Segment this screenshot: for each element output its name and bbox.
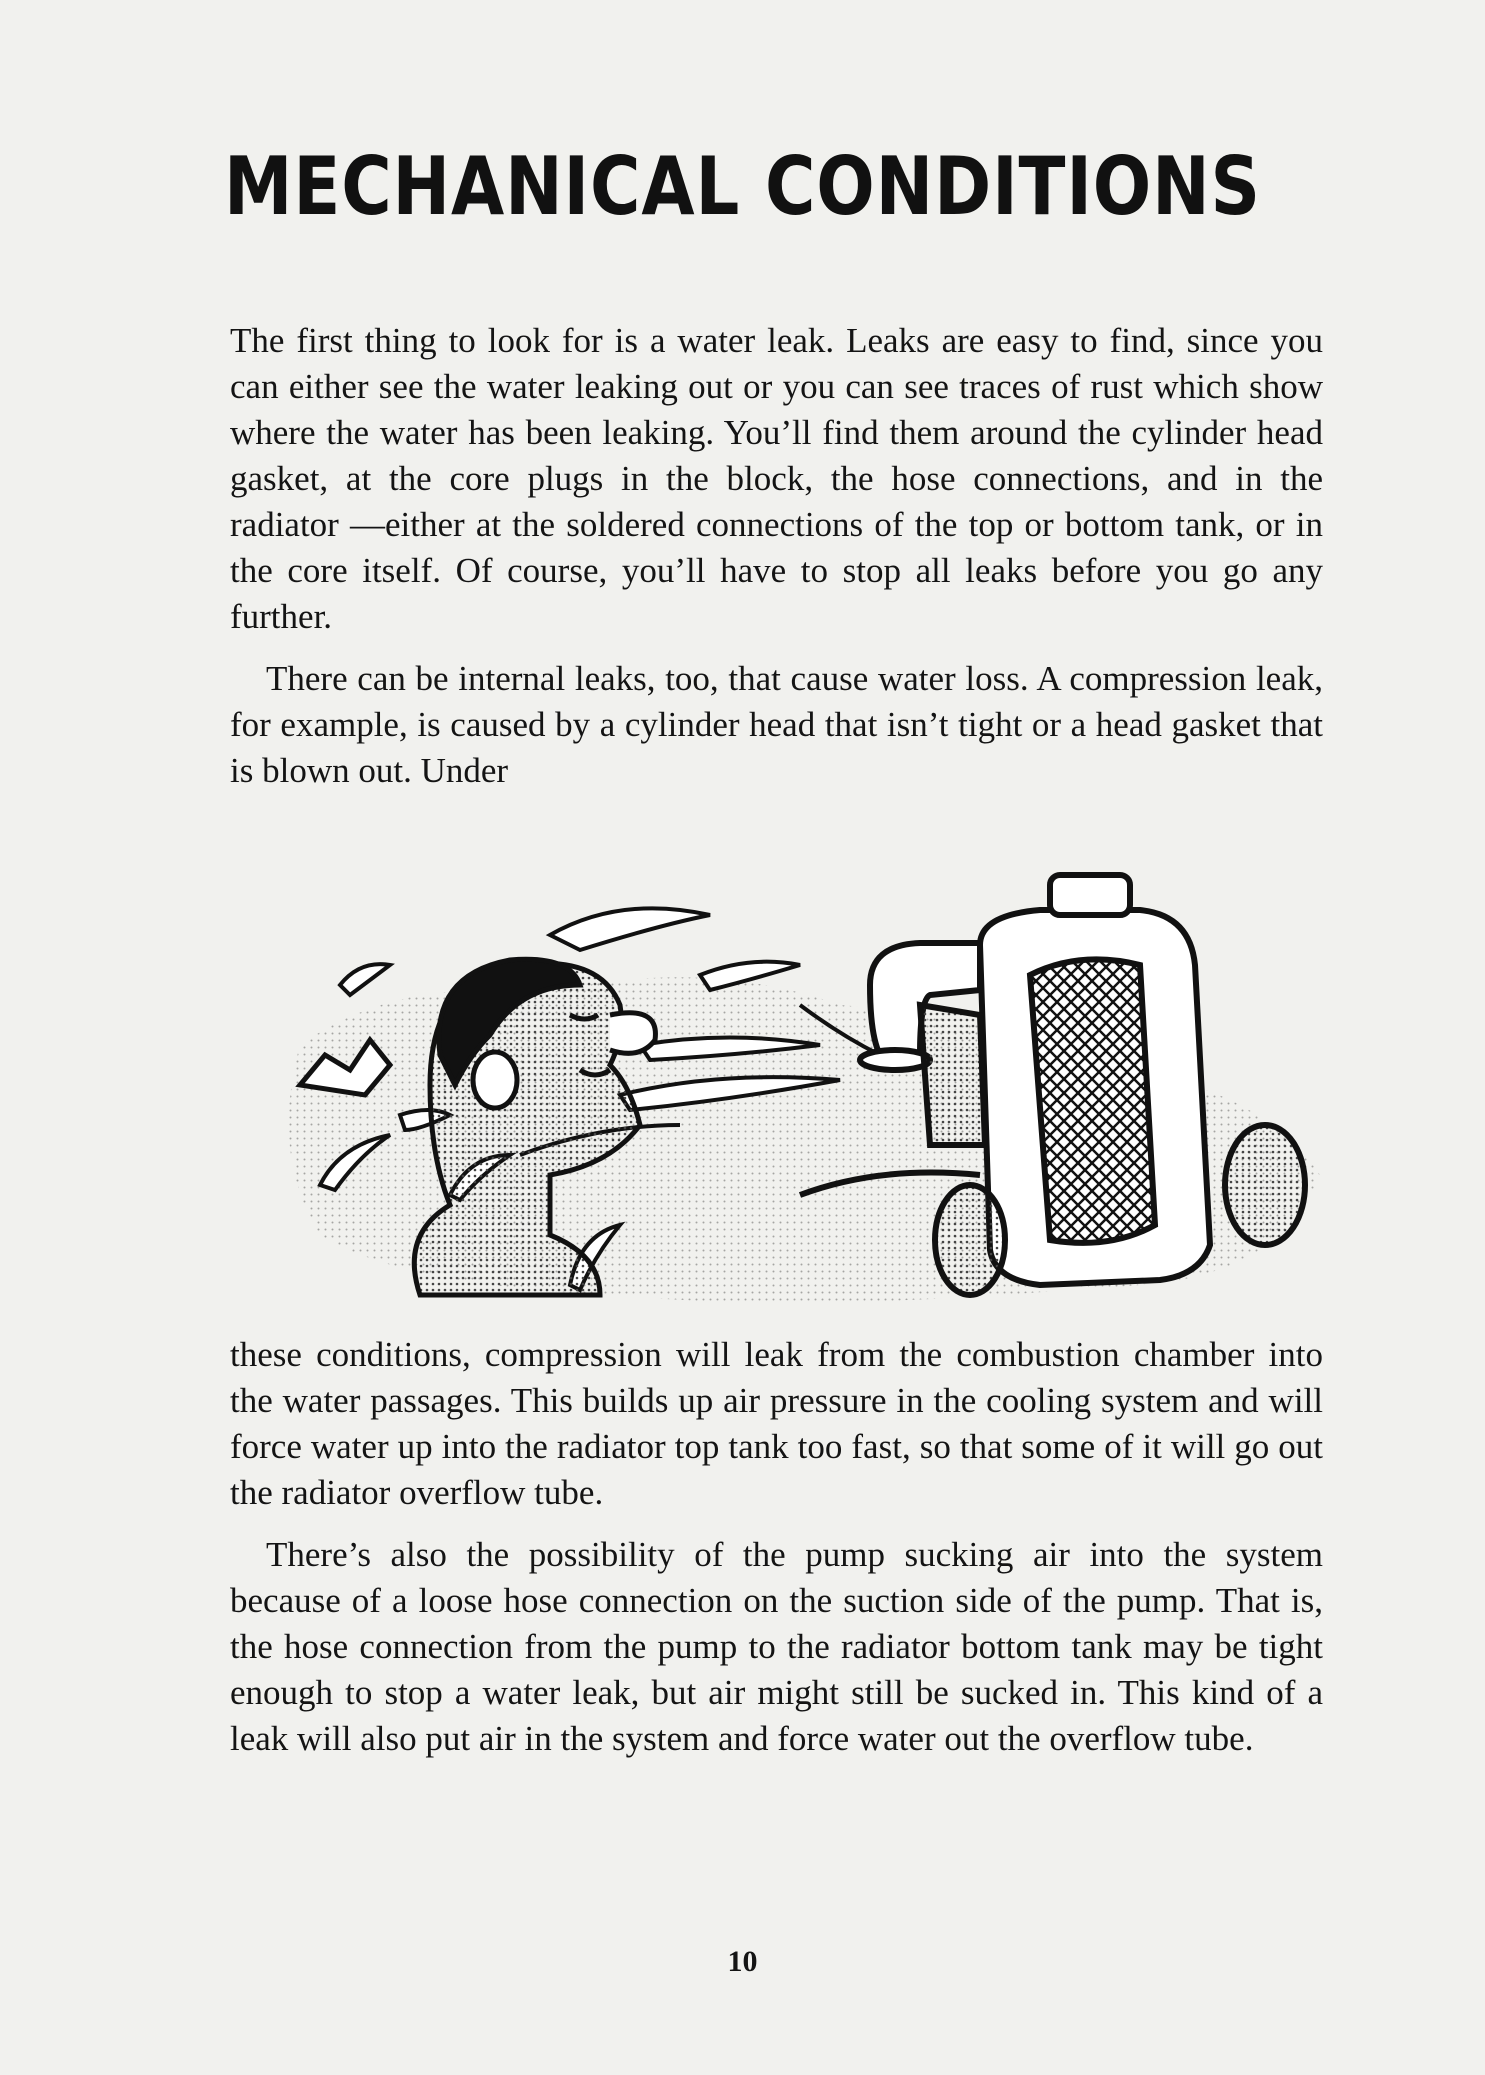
page-title: MECHANICAL CONDITIONS [224, 140, 1261, 233]
paragraph-water-leak: The first thing to look for is a water leak. Leaks are easy to find, since you can either see the water leaking out or you can see traces of rust which show where the water has been leaking. You’ll find them around the cylinder head gasket, at the core plugs in the block, the hose connections, and in the radiator —either at the soldered connections of the top or bottom tank, or in the core itself. Of course, you’ll have to stop all leaks before you go any further. [230, 321, 1323, 636]
cartoon-illustration-radiator-leak [280, 855, 1340, 1320]
paragraph-internal-leaks: There can be internal leaks, too, that cause water loss. A compression leak, for example, is caused by a cylinder head that isn’t tight or a head gasket that is blown out. Under [230, 659, 1323, 790]
body-text-bottom [230, 1332, 1323, 1762]
paragraph-compression-leak: these conditions, compression will leak from the combustion chamber into the water passages. This builds up air pressure in the cooling system and will force water up into the radiator top tank too fast, so that some of it will go out the radiator overflow tube. [230, 1335, 1323, 1512]
paragraph-pump-air: There’s also the possibility of the pump sucking air into the system because of a loose hose connection on the suction side of the pump. That is, the hose connection from the pump to the radiator bottom tank may be tight enough to stop a water leak, but air might still be sucked in. This kind of a leak will also put air in the system and force water out the overflow tube. [230, 1535, 1323, 1758]
body-text-top [230, 318, 1323, 794]
page-number: 10 [727, 1945, 758, 1978]
